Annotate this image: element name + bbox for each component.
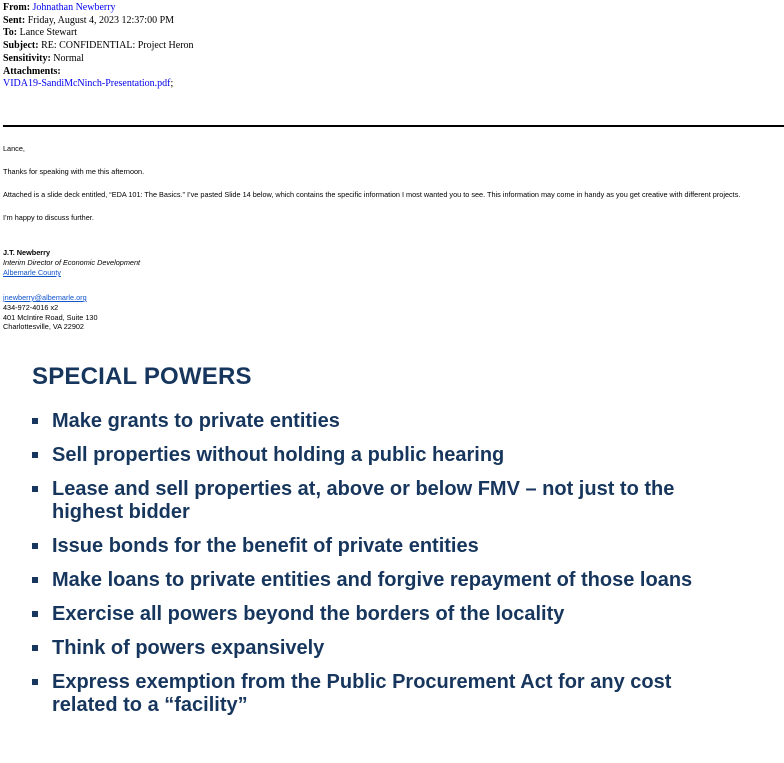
slide-bullet-list — [32, 410, 732, 728]
from-row — [3, 2, 194, 15]
attachments-label: Attachments: — [3, 65, 61, 77]
signature-email-link[interactable]: jnewberry@albemarle.org — [3, 293, 87, 302]
slide-bullet — [32, 637, 732, 660]
bullet-square-icon — [32, 611, 38, 617]
slide-bullet — [32, 569, 732, 592]
to-value: Lance Stewart — [19, 27, 78, 39]
body-paragraph-3: I’m happy to discuss further. — [3, 213, 94, 222]
to-row — [3, 27, 194, 40]
slide-title: SPECIAL POWERS — [32, 363, 252, 390]
greeting: Lance, — [3, 144, 25, 153]
attachment-link[interactable]: VIDA19-SandiMcNinch-Presentation.pdf — [3, 78, 171, 90]
sensitivity-row — [3, 53, 194, 66]
header-divider — [3, 125, 784, 127]
bullet-text: Sell properties without holding a public hearing — [52, 444, 505, 466]
email-header — [3, 2, 194, 91]
signature-address-2: Charlottesville, VA 22902 — [3, 322, 84, 332]
body-paragraph-1: Thanks for speaking with me this afternoon. — [3, 167, 145, 176]
bullet-text: Lease and sell properties at, above or below FMV – not just to the highest bidder — [52, 478, 675, 523]
bullet-square-icon — [32, 486, 38, 492]
bullet-text: Express exemption from the Public Procurement Act for any cost related to a “facility” — [52, 671, 672, 716]
bullet-square-icon — [32, 645, 38, 651]
subject-label: Subject: — [3, 40, 39, 52]
signature-name: J.T. Newberry — [3, 248, 51, 257]
attachments-row — [3, 66, 194, 79]
bullet-text: Think of powers expansively — [52, 637, 325, 659]
bullet-text: Exercise all powers beyond the borders of the locality — [52, 603, 565, 625]
bullet-square-icon — [32, 543, 38, 549]
slide-bullet — [32, 478, 732, 524]
slide-bullet — [32, 444, 732, 467]
from-label: From: — [3, 2, 31, 13]
signature-org-link[interactable]: Albemarle County — [3, 268, 61, 277]
signature-title: Interim Director of Economic Development — [3, 258, 141, 267]
bullet-square-icon — [32, 452, 38, 458]
slide-bullet — [32, 410, 732, 433]
attachment-row — [3, 78, 194, 91]
bullet-text: Issue bonds for the benefit of private entities — [52, 535, 479, 557]
from-link[interactable]: Johnathan Newberry — [32, 2, 116, 13]
sent-row — [3, 15, 194, 28]
bullet-text: Make grants to private entities — [52, 410, 340, 432]
sent-value: Friday, August 4, 2023 12:37:00 PM — [27, 14, 175, 26]
signature-contact — [3, 293, 98, 332]
signature-address-1: 401 McIntire Road, Suite 130 — [3, 312, 98, 322]
sent-label: Sent: — [3, 14, 26, 26]
sensitivity-label: Sensitivity: — [3, 52, 51, 64]
signature-phone: 434-972-4016 x2 — [3, 302, 59, 312]
email-body — [3, 144, 779, 222]
subject-row — [3, 40, 194, 53]
subject-value: RE: CONFIDENTIAL: Project Heron — [41, 40, 194, 52]
attachment-separator: ; — [170, 78, 174, 90]
slide-bullet — [32, 535, 732, 558]
sensitivity-value: Normal — [53, 52, 84, 64]
bullet-square-icon — [32, 679, 38, 685]
bullet-square-icon — [32, 577, 38, 583]
to-label: To: — [3, 27, 18, 39]
signature — [3, 248, 140, 278]
slide-bullet — [32, 671, 732, 717]
body-paragraph-2: Attached is a slide deck entitled, “EDA 101: The Basics.” I’ve pasted Slide 14 below, which contains the specific information I most wanted you to see. This information may come in handy as you get creative with different projects. — [3, 190, 741, 199]
bullet-square-icon — [32, 418, 38, 424]
slide-bullet — [32, 603, 732, 626]
bullet-text: Make loans to private entities and forgive repayment of those loans — [52, 569, 693, 591]
